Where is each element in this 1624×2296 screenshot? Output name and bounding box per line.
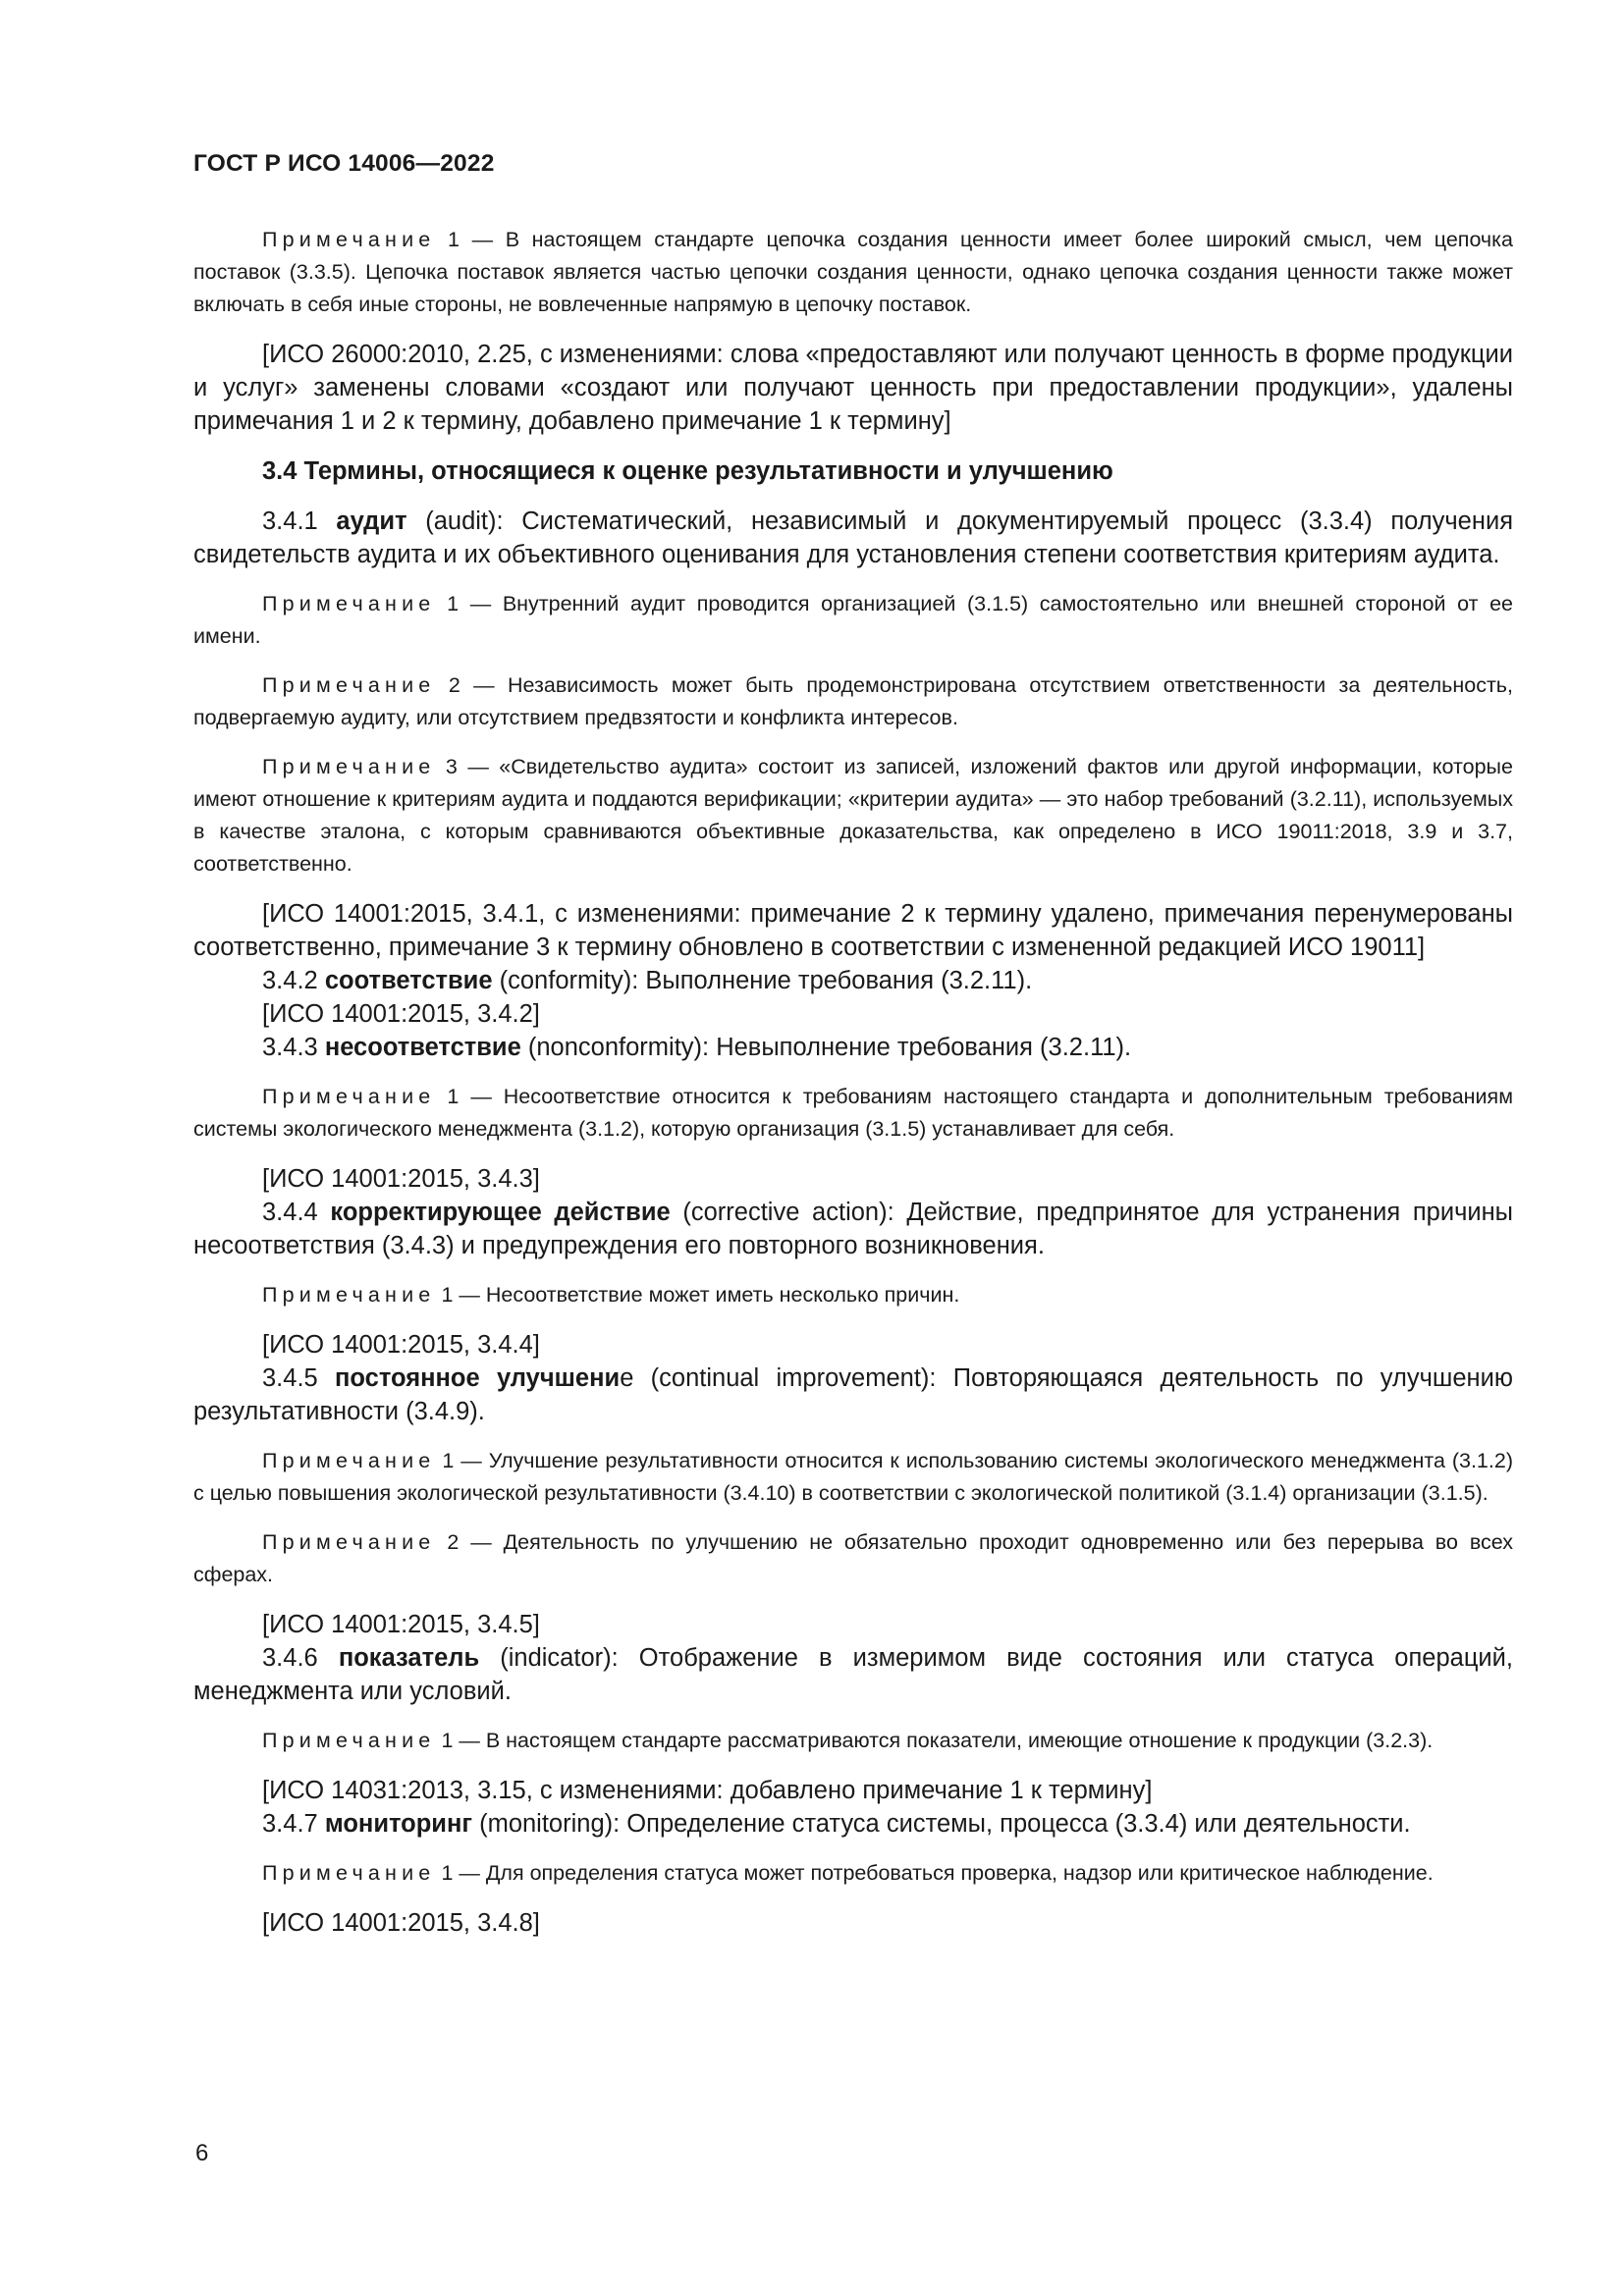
- term-text: (corrective action): Действие, предпринятое для устранения причины несоответствия (3.4.3) и предупреждения его повторного возникновения.: [193, 1199, 1514, 1259]
- note-number: 1: [441, 1861, 454, 1885]
- note-label: Примечание: [262, 1085, 436, 1108]
- note-paragraph: [193, 1526, 1513, 1591]
- note-label: Примечание: [262, 673, 436, 697]
- note-number: 1: [447, 1085, 460, 1108]
- term-number: 3.4.3: [262, 1034, 318, 1061]
- note-paragraph: [193, 1279, 1513, 1311]
- term-name: корректирующее действие: [330, 1199, 671, 1226]
- note-label: Примечание: [262, 1729, 436, 1752]
- term-definition: [193, 1362, 1513, 1428]
- note-number: 1: [441, 1729, 454, 1752]
- term-number: 3.4.1: [262, 507, 318, 535]
- note-text: — В настоящем стандарте рассматриваются показатели, имеющие отношение к продукции (3.2.3).: [459, 1729, 1434, 1752]
- term-number: 3.4.5: [262, 1364, 318, 1392]
- term-definition: [193, 1807, 1513, 1841]
- document-content: [193, 224, 1513, 1940]
- term-text: (monitoring): Определение статуса системы, процесса (3.3.4) или деятельности.: [472, 1810, 1411, 1838]
- note-number: 1: [441, 1283, 454, 1307]
- note-text: — Независимость может быть продемонстрирована отсутствием ответственности за деятельность, подвергаемую аудиту, или отсутствием предвзятости и конфликта интересов.: [193, 673, 1513, 729]
- note-text: — Внутренний аудит проводится организацией (3.1.5) самостоятельно или внешней стороной от ее имени.: [193, 592, 1513, 648]
- note-paragraph: [193, 669, 1513, 734]
- term-number: 3.4.7: [262, 1810, 318, 1838]
- term-number: 3.4.4: [262, 1199, 318, 1226]
- note-text: — Несоответствие относится к требованиям настоящего стандарта и дополнительным требованиям системы экологического менеджмента (3.1.2), которую организация (3.1.5) устанавливает для себя.: [193, 1085, 1513, 1141]
- term-name: аудит: [336, 507, 407, 535]
- term-name: мониторинг: [324, 1810, 472, 1838]
- note-text: — Несоответствие может иметь несколько причин.: [459, 1283, 960, 1307]
- note-number: 1: [447, 592, 460, 615]
- note-text: — Улучшение результативности относится к использованию системы экологического менеджмента (3.1.2) с целью повышения экологической результативности (3.4.10) в соответствии с экологической политикой (3.1.4) организации (3.1.5).: [193, 1449, 1513, 1505]
- reference-paragraph: [ИСО 14001:2015, 3.4.1, с изменениями: примечание 2 к термину удалено, примечания перенумерованы соответственно, примечание 3 к термину обновлено в соответствии с измененной редакцией ИСО 19011]: [193, 900, 1513, 961]
- note-number: 1: [448, 228, 460, 251]
- section-title: 3.4 Термины, относящиеся к оценке результативности и улучшению: [262, 457, 1113, 485]
- note-number: 1: [442, 1449, 455, 1472]
- reference-paragraph: [ИСО 14001:2015, 3.4.8]: [262, 1909, 540, 1937]
- note-paragraph: [193, 1857, 1513, 1890]
- note-text: — Деятельность по улучшению не обязательно проходит одновременно или без перерыва во всех сферах.: [193, 1530, 1513, 1586]
- note-text: — В настоящем стандарте цепочка создания ценности имеет более широкий смысл, чем цепочка поставок (3.3.5). Цепочка поставок является частью цепочки создания ценности, однако цепочка создания ценности также может включать в себя иные стороны, не вовлеченные напрямую в цепочку поставок.: [193, 228, 1513, 316]
- note-label: Примечание: [262, 1861, 436, 1885]
- term-text: е (continual improvement): Повторяющаяся деятельность по улучшению результативности (3.4.9).: [193, 1364, 1514, 1425]
- reference-paragraph: [ИСО 14001:2015, 3.4.4]: [262, 1331, 540, 1359]
- note-label: Примечание: [262, 1530, 436, 1554]
- note-text: — Для определения статуса может потребоваться проверка, надзор или критическое наблюдение.: [459, 1861, 1434, 1885]
- note-paragraph: [193, 1445, 1513, 1510]
- note-text: — «Свидетельство аудита» состоит из записей, изложений фактов или другой информации, которые имеют отношение к критериям аудита и поддаются верификации; «критерии аудита» — это набор требований (3.2.11), используемых в качестве эталона, с которым сравниваются объективные доказательства, как определено в ИСО 19011:2018, 3.9 и 3.7, соответственно.: [193, 755, 1513, 876]
- term-definition: [193, 505, 1513, 571]
- note-number: 2: [448, 673, 460, 697]
- term-definition: [193, 964, 1513, 997]
- term-definition: [193, 1031, 1513, 1064]
- term-number: 3.4.6: [262, 1644, 318, 1672]
- reference-paragraph: [ИСО 14001:2015, 3.4.2]: [262, 1000, 540, 1028]
- document-header: ГОСТ Р ИСО 14006—2022: [193, 150, 495, 177]
- term-definition: [193, 1641, 1513, 1708]
- note-number: 3: [445, 755, 458, 778]
- reference-paragraph: [ИСО 14001:2015, 3.4.3]: [262, 1165, 540, 1193]
- note-label: Примечание: [262, 592, 436, 615]
- reference-paragraph: [ИСО 26000:2010, 2.25, с изменениями: слова «предоставляют или получают ценность в форме продукции и услуг» заменены словами «создают или получают ценность при предоставлении продукции», удалены примечания 1 и 2 к термину, добавлено примечание 1 к термину]: [193, 341, 1513, 435]
- note-paragraph: [193, 751, 1513, 881]
- term-definition: [193, 1196, 1513, 1262]
- term-number: 3.4.2: [262, 967, 318, 994]
- note-number: 2: [447, 1530, 460, 1554]
- note-paragraph: [193, 1081, 1513, 1146]
- term-name: постоянное улучшени: [335, 1364, 621, 1392]
- term-name: несоответствие: [324, 1034, 521, 1061]
- note-paragraph: [193, 588, 1513, 653]
- note-label: Примечание: [262, 1283, 436, 1307]
- term-text: (audit): Систематический, независимый и документируемый процесс (3.3.4) получения свидетельств аудита и их объективного оценивания для установления степени соответствия критериям аудита.: [193, 507, 1513, 568]
- note-paragraph: [193, 1725, 1513, 1757]
- term-text: (indicator): Отображение в измеримом виде состояния или статуса операций, менеджмента или условий.: [193, 1644, 1513, 1705]
- note-paragraph: [193, 224, 1513, 321]
- term-name: соответствие: [324, 967, 493, 994]
- note-label: Примечание: [262, 228, 436, 251]
- term-name: показатель: [338, 1644, 480, 1672]
- term-text: (nonconformity): Невыполнение требования (3.2.11).: [520, 1034, 1132, 1061]
- reference-paragraph: [ИСО 14001:2015, 3.4.5]: [262, 1611, 540, 1638]
- page-number: 6: [195, 2140, 209, 2166]
- note-label: Примечание: [262, 1449, 436, 1472]
- reference-paragraph: [ИСО 14031:2013, 3.15, с изменениями: добавлено примечание 1 к термину]: [262, 1777, 1153, 1804]
- term-text: (conformity): Выполнение требования (3.2.11).: [492, 967, 1033, 994]
- note-label: Примечание: [262, 755, 436, 778]
